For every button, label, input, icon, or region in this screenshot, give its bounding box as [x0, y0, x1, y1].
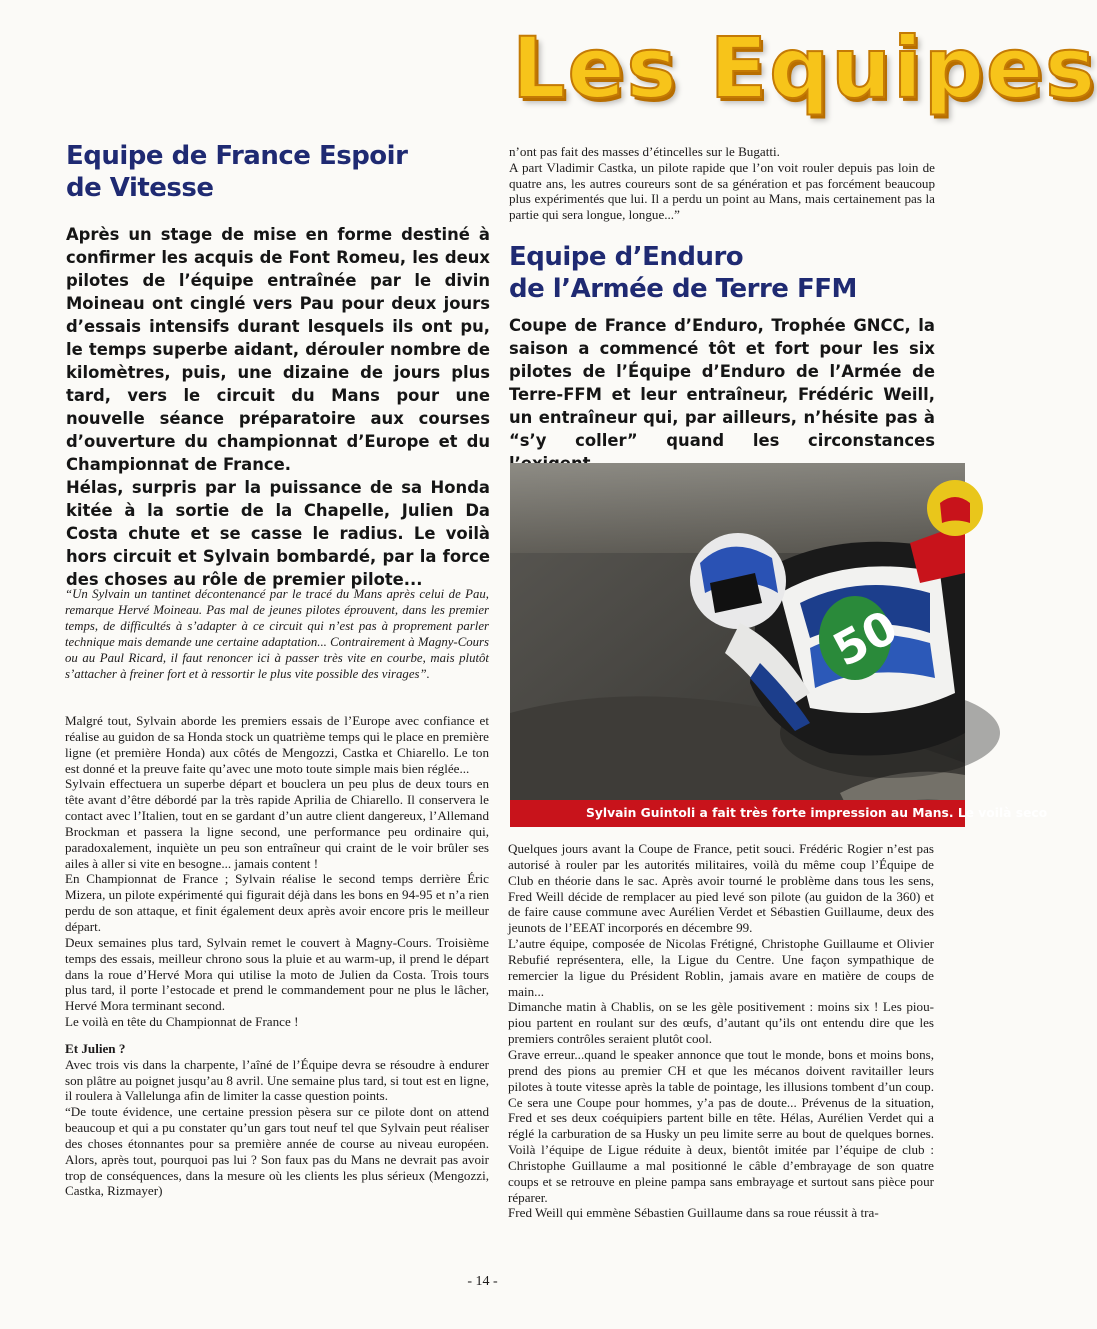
body-paragraph: “De toute évidence, une certaine pression pèsera sur ce pilote dont on attend beaucoup et qui a pu constater qu’un gars tout neuf tel que Sylvain peut réaliser des choses étonnantes pour sa première année de course au niveau européen. Alors, après tout, pourquoi pas lui ? Son faux pas du Mans ne devrait pas avoir trop de conséquences, dans la mesure où les clients les plus sérieux (Mengozzi, Castka, Rizmayer): [65, 1104, 489, 1199]
headline-espoir: [66, 140, 496, 204]
body-paragraph: L’autre équipe, composée de Nicolas Frétigné, Christophe Guillaume et Olivier Rebufié représentera, elle, la Ligue du Centre. Une façon sympathique de remercier la ligue du Président Roblin, jamais avare en matière de coups de main...: [508, 936, 934, 999]
lead-paragraph: Hélas, surpris par la puissance de sa Honda kitée à la sortie de la Chapelle, Julien Da Costa chute et se casse le radius. Le voilà hors circuit et Sylvain bombardé, par la force des choses au rôle de premier pilote...: [66, 478, 490, 589]
continued-text: [509, 144, 935, 223]
body-paragraph: Dimanche matin à Chablis, on se les gèle positivement : moins six ! Les piou-piou partent en roulant sur des œufs, d’autant qu’ils ont entendu dire que les premiers contrôles seraient plutôt cool.: [508, 999, 934, 1047]
body-paragraph: Avec trois vis dans la charpente, l’aîné de l’Équipe devra se résoudre à endurer son plâtre au poignet jusqu’au 8 avril. Une semaine plus tard, si tout est en ligne, il roulera à Vallelunga afin de limiter la casse question points.: [65, 1056, 489, 1104]
body-paragraph: n’ont pas fait des masses d’étincelles sur le Bugatti.: [509, 144, 780, 159]
quote-moineau: “Un Sylvain un tantinet décontenancé par le tracé du Mans après celui de Pau, remarque Hervé Moineau. Pas mal de jeunes pilotes éprouvent, dans les premier temps, de difficultés à s’adapter à ce circuit qui n’est pas à proprement parler technique mais demande une certaine adaptation... Contrairement à Magny-Cours ou au Paul Ricard, il faut renoncer ici à passer très vite en courbe, mais plutôt s’attacher à freiner fort et à ressortir le plus vite possible des virages”.: [65, 587, 489, 681]
headline-line-1: Equipe d’Enduro: [509, 242, 744, 272]
page-number: - 14 -: [467, 1274, 498, 1289]
body-paragraph: A part Vladimir Castka, un pilote rapide que l’on voit rouler depuis pas loin de quatre ans, les autres coureurs sont de sa génération et pas forcément beaucoup plus expérimentés que lui. Il a perdu un point au Mans, mais certainement pas la partie qui sera longue, longue...”: [509, 159, 935, 223]
body-paragraph: Grave erreur...quand le speaker annonce que tout le monde, bons et moins bons, prend des pions au premier CH et que les mécanos doivent ravitailler leurs pilotes à toute vitesse après la table de pointage, les illusions tombent d’un coup. Ce sera une Coupe pour hommes, y’a pas de doute... Prévenus de la situation, Fred et ses deux coéquipiers partent bille en tête. Hélas, Aurélien Verdet qui a réglé la carburation de sa Husky un peu limite serre au bout de quelques bornes. Voilà l’équipe de Ligue réduite à deux, bientôt imitée par l’équipe de club : Christophe Guillaume a mal positionné le câble d’embrayage de son quatre coups et se retrouve en pleine pampa sans embrayage et surtout sans pièce pour réparer.: [508, 1046, 934, 1205]
headline-line-1: Equipe de France Espoir: [66, 141, 408, 171]
banner-title: Les Equipes: [512, 19, 1097, 117]
subheading-julien: Et Julien ?: [65, 1040, 126, 1056]
photo-caption: Sylvain Guintoli a fait très forte impression au Mans. Le voilà seco: [510, 800, 965, 827]
headline-line-2: de l’Armée de Terre FFM: [509, 274, 857, 304]
body-espoir: [65, 713, 489, 1199]
section-banner: [512, 18, 1097, 118]
racing-photo: [510, 463, 1048, 827]
body-paragraph: Malgré tout, Sylvain aborde les premiers essais de l’Europe avec confiance et réalise au guidon de sa Honda stock un quatrième temps qui le place en première ligne (et première Honda) aux côtés de Mengozzi, Castka et Chiarello. Le ton est donné et la preuve faite qu’avec une moto toute simple mais bien réglée...: [65, 713, 489, 776]
lead-paragraph: Après un stage de mise en forme destiné à confirmer les acquis de Font Romeu, les deux pilotes de l’équipe entraînée par le divin Moineau ont cinglé vers Pau pour deux jours d’essais intensifs durant lesquels ils ont pu, le temps superbe aidant, dérouler nombre de kilomètres, puis, une dizaine de jours plus tard, vers le circuit du Mans pour une nouvelle séance préparatoire aux courses d’ouverture du championnat d’Europe et du Championnat de France.: [66, 225, 490, 474]
lead-enduro: Coupe de France d’Enduro, Trophée GNCC, la saison a commencé tôt et fort pour les six pilotes de l’Équipe d’Enduro de l’Armée de Terre-FFM et leur entraîneur, Frédéric Weill, un entraîneur qui, par ailleurs, n’hésite pas à “s’y coller” quand les circonstances: [509, 316, 935, 450]
headline-line-2: de Vitesse: [66, 173, 214, 203]
body-paragraph: Le voilà en tête du Championnat de France !: [65, 1014, 299, 1030]
body-paragraph: Quelques jours avant la Coupe de France, petit souci. Frédéric Rogier n’est pas autorisé à rouler par les autorités militaires, voilà du même coup l’Équipe de Club en théorie dans le sac. Après avoir tourné le problème dans tous les sens, Fred Weill décide de remplacer au pied levé son pilote (au guidon de la 360) et de faire cause commune avec Aurélien Verdet et Sébastien Guillaume, deux des jeunots de l’EEAT incorporés en décembre 99.: [508, 841, 934, 936]
lead-espoir: [66, 223, 490, 591]
body-paragraph: Sylvain effectuera un superbe départ et bouclera un peu plus de deux tours en tête avant d’être débordé par la très rapide Aprilia de Chiarello. Il conservera le contact avec l’Italien, tout en se gardant d’un autre client dangereux, l’Allemand Brockman et passera la ligne second, une performance peu ordinaire qui, paradoxalement, inquiète un peu son entraîneur qui craint de le voir brûler ses ailes à aller si vite en besogne... jamais content !: [65, 776, 489, 871]
body-enduro: [508, 841, 934, 1221]
motorcycle-illustration: [510, 463, 965, 827]
body-paragraph: Fred Weill qui emmène Sébastien Guillaume dans sa roue réussit à tra-: [508, 1205, 879, 1221]
headline-enduro: [509, 241, 949, 305]
race-number: 50: [824, 599, 907, 678]
body-paragraph: Deux semaines plus tard, Sylvain remet le couvert à Magny-Cours. Troisième temps des essais, meilleur chrono sous la pluie et au warm-up, il prend le départ dans la roue d’Hervé Mora qui utilise la moto de Julien da Costa. Trois tours plus tard, il porte l’estocade et prend le commandement pour ne plus le lâcher, Hervé Mora terminant second.: [65, 934, 489, 1014]
body-paragraph: En Championnat de France ; Sylvain réalise le second temps derrière Éric Mizera, un pilote expérimenté qui figurait déjà dans les bons en 94-95 et n’a rien perdu de son attaque, et finit également deux après avoir encore pris le meilleur départ.: [65, 871, 489, 934]
